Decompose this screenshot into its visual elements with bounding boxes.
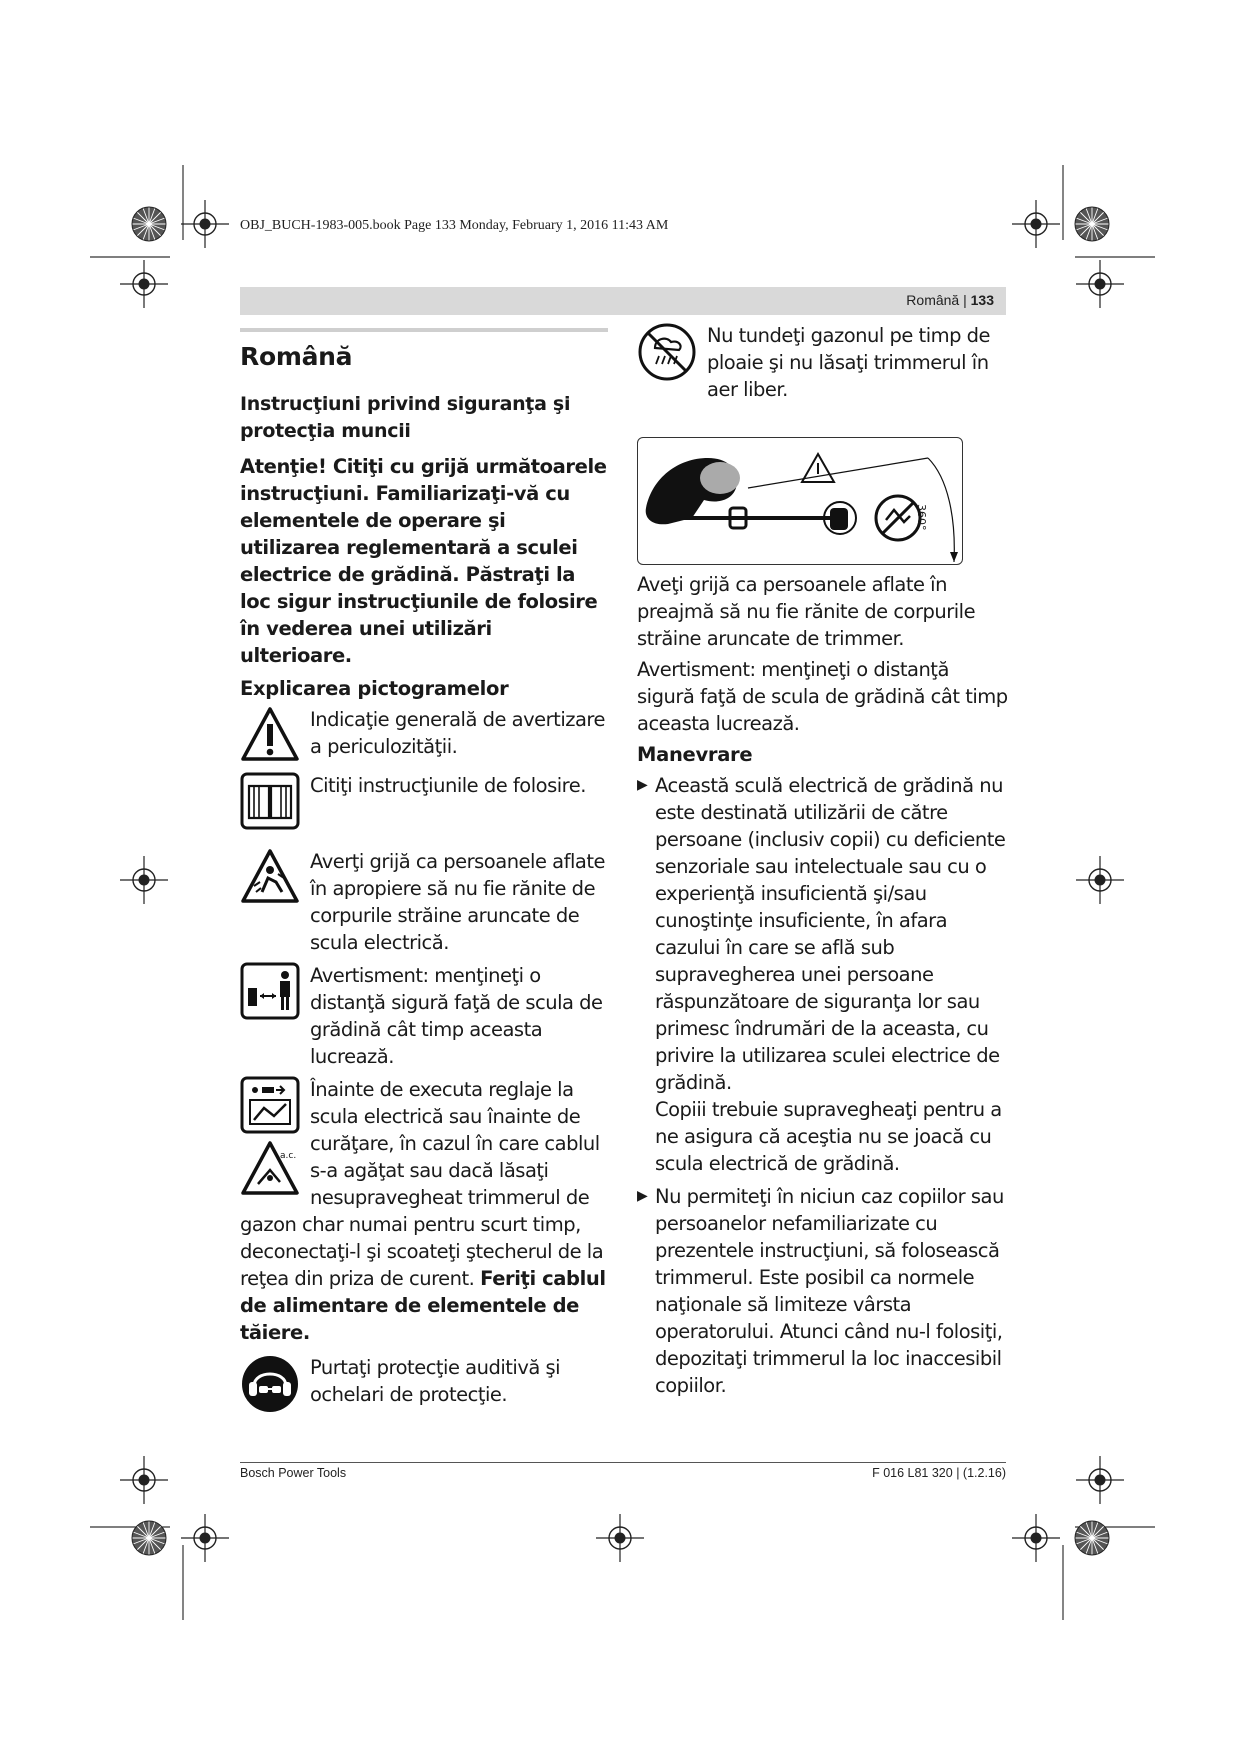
footer-brand: Bosch Power Tools [240, 1466, 347, 1480]
list-item [637, 772, 1009, 1177]
hearing-eye-protection-icon [240, 1354, 300, 1414]
unplug-block [240, 1076, 608, 1346]
manual-book-icon [240, 772, 300, 830]
svg-text:a.c.: a.c. [280, 1151, 297, 1161]
unplug-icon [240, 1076, 300, 1134]
thrown-objects-icon [240, 848, 300, 904]
pictogram-text: Purtaţi protecţie auditivă şi ochelari de protecţie. [310, 1356, 561, 1406]
language-title: Română [240, 342, 353, 371]
trimmer-figure [637, 437, 963, 565]
rain-warning-text: Nu tundeţi gazonul pe timp de ploaie şi nu lăsaţi trimmerul în aer liber. [707, 324, 991, 401]
trimmer-illustration [638, 438, 962, 564]
pictogram-row [240, 706, 608, 766]
pictogram-text: Citiţi instrucţiunile de folosire. [310, 774, 586, 797]
pictogram-row [240, 772, 608, 834]
pictogram-row [637, 322, 1009, 403]
page-number: 133 [970, 292, 994, 308]
bullet-arrow-icon: ▶ [637, 777, 648, 793]
footer-rule [240, 1462, 1006, 1463]
header-text [906, 292, 994, 308]
list-item-extra: Copiii trebuie supravegheaţi pentru a ne asigura că aceştia nu se joacă cu scula electrică de grădină. [655, 1098, 1002, 1175]
operation-heading: Manevrare [637, 743, 753, 766]
unplug-icons [240, 1076, 300, 1200]
safe-distance-icon [240, 962, 300, 1020]
pictogram-text: Indicaţie generală de avertizare a periculozităţii. [310, 708, 606, 758]
list-item-text: Nu permiteţi în niciun caz copiilor sau persoanelor nefamiliarizate cu prezentele instrucţiuni, să folosească trimmerul. Este posibil ca normele naţionale să limiteze vârsta operatorului. Atunci când nu-l folosiţi, depozitaţi trimmerul la loc inaccesibil copiilor. [655, 1185, 1004, 1397]
pictogram-text: Avertisment: menţineţi o distanţă sigură faţă de scula de grădină cât timp aceasta lucrează. [310, 964, 603, 1068]
header-separator: | [959, 292, 971, 308]
pictogram-row [240, 1354, 608, 1418]
unplug-text-normal: Înainte de executa reglaje la scula electrică sau înainte de curăţare, în cazul în care cablul s-a agăţat sau dacă lăsaţi nesupravegheat trimmerul de gazon char numai pentru scurt timp, deconectaţi-l şi scoateţi ştecherul de la reţea din priza de curent. [240, 1078, 604, 1290]
safety-heading: Instrucţiuni privind siguranţa şi protecţia muncii [240, 393, 571, 442]
pictogram-row [240, 848, 608, 956]
left-column [240, 328, 608, 1424]
no-rain-icon [637, 322, 697, 382]
list-item [637, 1183, 1009, 1399]
section-rule [240, 328, 608, 332]
header-section: Română [906, 292, 960, 308]
pictograms-heading: Explicarea pictogramelor [240, 677, 509, 700]
bullet-arrow-icon: ▶ [637, 1188, 648, 1204]
book-info: OBJ_BUCH-1983-005.book Page 133 Monday, February 1, 2016 11:43 AM [240, 218, 669, 233]
warning-paragraph: Atenţie! Citiţi cu grijă următoarele instrucţiuni. Familiarizaţi-vă cu elementele de operare şi utilizarea reglementară a sculei electrice de grădină. Păstraţi la loc sigur instrucţiunile de folosire în vederea unei utilizări ulterioare. [240, 455, 607, 667]
figure-text-1: Aveţi grijă ca persoanele aflate în preajmă să nu fie rănite de corpurile străine aruncate de trimmer. [637, 573, 976, 650]
list-item-text: Această sculă electrică de grădină nu este destinată utilizării de către persoane (inclusiv copii) cu deficiente senzoriale sau intelectuale sau cu o experienţă insuficientă şi/sau cunoştinţe insuficiente, în afara cazului în care se află sub supravegherea unei persoane răspunzătoare de siguranţa lor sau primesc îndrumări de la aceasta, cu privire la utilizarea sculei electrice de grădină. [655, 774, 1006, 1094]
figure-text-2: Avertisment: menţineţi o distanţă sigură faţă de scula de grădină cât timp aceasta lucrează. [637, 658, 1008, 735]
running-header [240, 287, 1006, 315]
pictogram-text: Averţi grijă ca persoanele aflate în apropiere să nu fie rănite de corpurile străine aruncate de scula electrică. [310, 850, 605, 954]
warning-triangle-icon [240, 706, 300, 762]
footer-doc-code: F 016 L81 320 | (1.2.16) [872, 1466, 1006, 1480]
cable-damage-icon [240, 1140, 300, 1196]
unplug-text-bold: Feriţi cablul de alimentare de elementele de tăiere. [240, 1267, 606, 1344]
pictogram-row [240, 962, 608, 1070]
right-column [637, 322, 1009, 1405]
rotation-label: 360° [915, 504, 928, 531]
